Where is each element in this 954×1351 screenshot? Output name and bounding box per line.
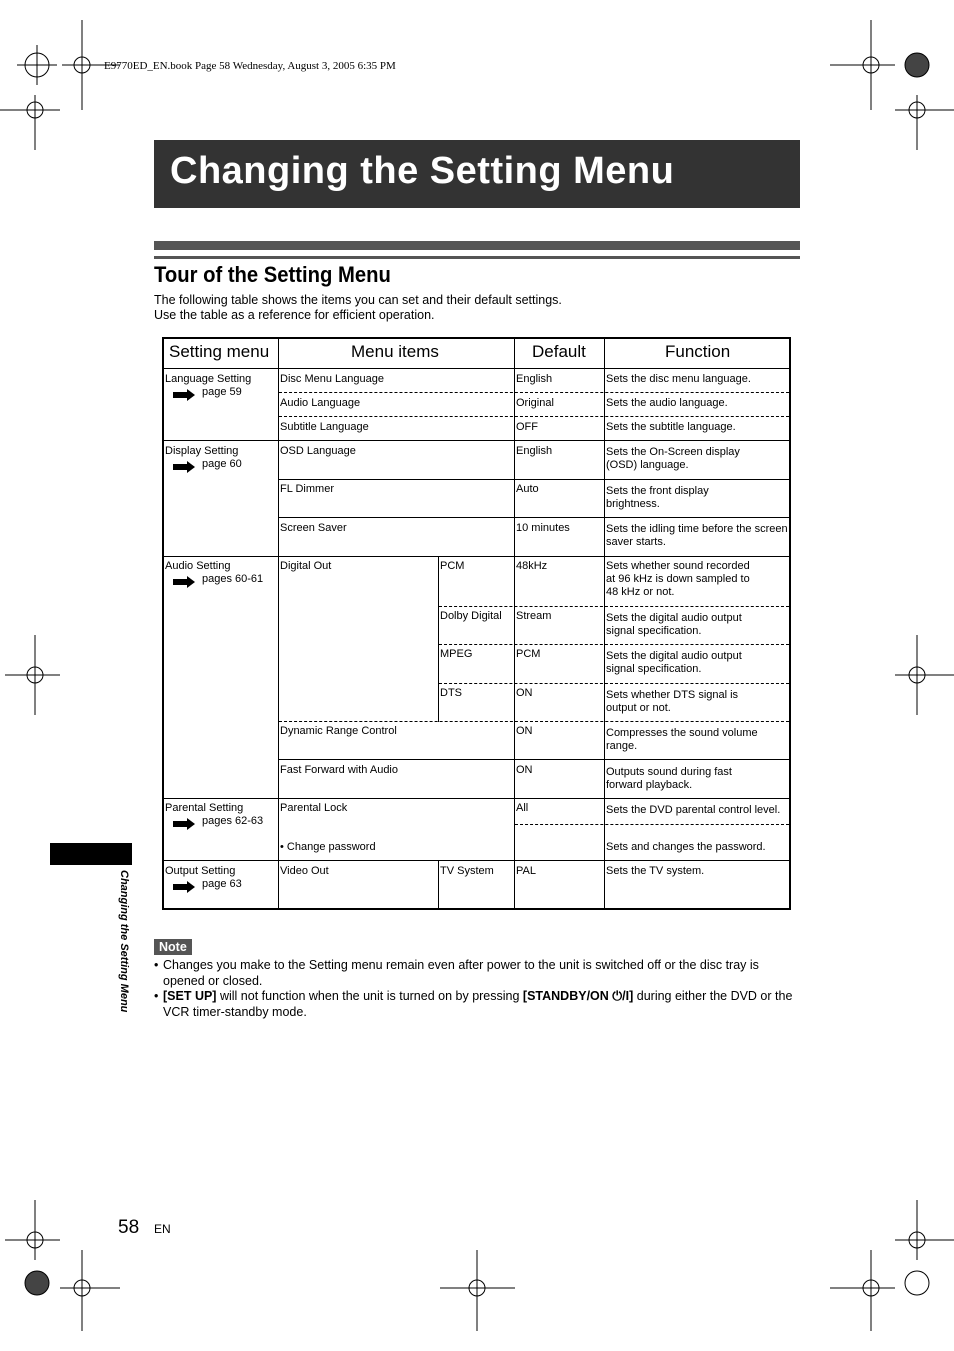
- tv-system-function: Sets the TV system.: [606, 865, 705, 877]
- function-line: Sets the front display: [606, 485, 709, 497]
- header-divider: [164, 368, 789, 369]
- group-divider: [164, 440, 789, 441]
- page-number: 58: [118, 1217, 140, 1238]
- function-line: saver starts.: [606, 536, 666, 548]
- audio-language-item: Audio Language: [280, 397, 361, 409]
- function-line: 48 kHz or not.: [606, 586, 675, 598]
- drc-default: ON: [516, 725, 533, 737]
- page-language: EN: [154, 1222, 171, 1236]
- page-title: Changing the Setting Menu: [170, 150, 675, 192]
- dolby-digital-function: [606, 612, 742, 638]
- col-divider-2-output: [438, 860, 439, 908]
- note-text: will not function when the unit is turned on by pressing: [216, 989, 523, 1003]
- subtitle-language-default: OFF: [516, 421, 538, 433]
- language-setting-label: Language Setting: [165, 373, 252, 385]
- function-line: signal specification.: [606, 663, 702, 675]
- screen-saver-function: [606, 523, 788, 549]
- pcm-default: 48kHz: [516, 560, 548, 572]
- intro-line-1: The following table shows the items you can set and their default settings.: [154, 293, 562, 307]
- intro-text: [154, 293, 562, 323]
- tv-system-sub-item: TV System: [440, 865, 494, 877]
- function-line: Sets the idling time before the screen: [606, 523, 788, 535]
- mpeg-sub-item: MPEG: [440, 648, 473, 660]
- row-divider: [279, 416, 789, 417]
- note-text: during either the DVD or the VCR timer-standby mode.: [163, 989, 793, 1019]
- section-title: Tour of the Setting Menu: [154, 262, 391, 287]
- disc-menu-language-item: Disc Menu Language: [280, 373, 384, 385]
- disc-menu-language-function: Sets the disc menu language.: [606, 373, 751, 385]
- output-setting-page: page 63: [202, 878, 242, 890]
- col-divider-4: [604, 339, 605, 908]
- parental-setting-label: Parental Setting: [165, 802, 244, 814]
- function-line: Sets the On-Screen display: [606, 446, 740, 458]
- mpeg-default: PCM: [516, 648, 541, 660]
- set-up-key: [SET UP]: [163, 989, 217, 1003]
- col-divider-2-audio: [438, 557, 439, 722]
- osd-language-item: OSD Language: [280, 445, 356, 457]
- dolby-digital-sub-item: Dolby Digital: [440, 610, 502, 622]
- function-line: forward playback.: [606, 779, 693, 791]
- parental-setting-page: pages 62-63: [202, 815, 264, 827]
- group-divider: [164, 798, 789, 799]
- function-line: (OSD) language.: [606, 459, 689, 471]
- subtitle-language-function: Sets the subtitle language.: [606, 421, 736, 433]
- audio-language-default: Original: [516, 397, 554, 409]
- display-setting-page: page 60: [202, 458, 242, 470]
- title-bar: [154, 140, 800, 208]
- arrow-right-icon: [173, 576, 195, 588]
- function-line: brightness.: [606, 498, 660, 510]
- function-line: signal specification.: [606, 625, 702, 637]
- audio-language-function: Sets the audio language.: [606, 397, 728, 409]
- note-item-2: [154, 989, 794, 1020]
- function-line: Sets whether sound recorded: [606, 560, 750, 572]
- standby-key: [STANDBY/ON ⏻/I]: [522, 989, 634, 1003]
- section-rule-thick: [154, 241, 800, 250]
- note-list: [154, 958, 794, 1020]
- tv-system-default: PAL: [516, 865, 536, 877]
- header-meta: E9770ED_EN.book Page 58 Wednesday, August 3, 2005 6:35 PM: [104, 60, 396, 72]
- side-label: Changing the Setting Menu: [118, 870, 130, 1013]
- osd-language-default: English: [516, 445, 553, 457]
- section-rule-thin: [154, 256, 800, 259]
- function-line: range.: [606, 740, 638, 752]
- header-function: Function: [665, 342, 731, 361]
- video-out-item: Video Out: [280, 865, 329, 877]
- output-setting-label: Output Setting: [165, 865, 236, 877]
- note-label: Note: [154, 939, 192, 955]
- function-line: Outputs sound during fast: [606, 766, 732, 778]
- row-divider: [279, 759, 789, 760]
- row-divider: [515, 824, 789, 825]
- pcm-sub-item: PCM: [440, 560, 465, 572]
- row-divider: [439, 683, 789, 684]
- drc-item: Dynamic Range Control: [280, 725, 397, 737]
- disc-menu-language-default: English: [516, 373, 553, 385]
- parental-lock-function: Sets the DVD parental control level.: [606, 804, 781, 816]
- group-divider: [164, 556, 789, 557]
- function-line: Sets the digital audio output: [606, 650, 742, 662]
- screen-saver-item: Screen Saver: [280, 522, 347, 534]
- function-line: Compresses the sound volume: [606, 727, 758, 739]
- fl-dimmer-item: FL Dimmer: [280, 483, 334, 495]
- ff-audio-function: [606, 766, 732, 792]
- header-default: Default: [532, 342, 586, 361]
- dolby-digital-default: Stream: [516, 610, 552, 622]
- parental-lock-default: All: [516, 802, 529, 814]
- screen-saver-default: 10 minutes: [516, 522, 570, 534]
- digital-out-item: Digital Out: [280, 560, 332, 572]
- audio-setting-label: Audio Setting: [165, 560, 231, 572]
- fl-dimmer-function: [606, 485, 709, 511]
- function-line: Sets the digital audio output: [606, 612, 742, 624]
- drc-function: [606, 727, 758, 753]
- intro-line-2: Use the table as a reference for efficient operation.: [154, 308, 435, 322]
- parental-lock-item: Parental Lock: [280, 802, 348, 814]
- function-line: at 96 kHz is down sampled to: [606, 573, 750, 585]
- language-setting-page: page 59: [202, 386, 242, 398]
- row-divider: [439, 644, 789, 645]
- col-divider-1: [278, 339, 279, 908]
- row-divider: [279, 392, 789, 393]
- pcm-function: [606, 560, 750, 599]
- fl-dimmer-default: Auto: [516, 483, 539, 495]
- subtitle-language-item: Subtitle Language: [280, 421, 369, 433]
- side-tab-marker: [50, 843, 132, 865]
- change-password-function: Sets and changes the password.: [606, 841, 766, 853]
- row-divider: [439, 606, 789, 607]
- settings-table: [162, 337, 791, 910]
- function-line: output or not.: [606, 702, 671, 714]
- group-divider: [164, 860, 789, 861]
- osd-language-function: [606, 446, 740, 472]
- display-setting-label: Display Setting: [165, 445, 239, 457]
- header-menu-items: Menu items: [351, 342, 439, 361]
- arrow-right-icon: [173, 461, 195, 473]
- row-divider: [279, 517, 789, 518]
- dts-function: [606, 689, 738, 715]
- col-divider-3: [514, 339, 515, 908]
- row-divider: [279, 721, 789, 722]
- change-password-item: • Change password: [280, 841, 376, 853]
- audio-setting-page: pages 60-61: [202, 573, 264, 585]
- mpeg-function: [606, 650, 742, 676]
- dts-sub-item: DTS: [440, 687, 462, 699]
- ff-audio-item: Fast Forward with Audio: [280, 764, 398, 776]
- dts-default: ON: [516, 687, 533, 699]
- arrow-right-icon: [173, 818, 195, 830]
- arrow-right-icon: [173, 389, 195, 401]
- header-setting-menu: Setting menu: [169, 342, 270, 361]
- function-line: Sets whether DTS signal is: [606, 689, 739, 701]
- note-item-1: • Changes you make to the Setting menu remain even after power to the unit is switched off or the disc tray is opened or closed.: [154, 958, 794, 989]
- row-divider: [279, 479, 789, 480]
- arrow-right-icon: [173, 881, 195, 893]
- ff-audio-default: ON: [516, 764, 533, 776]
